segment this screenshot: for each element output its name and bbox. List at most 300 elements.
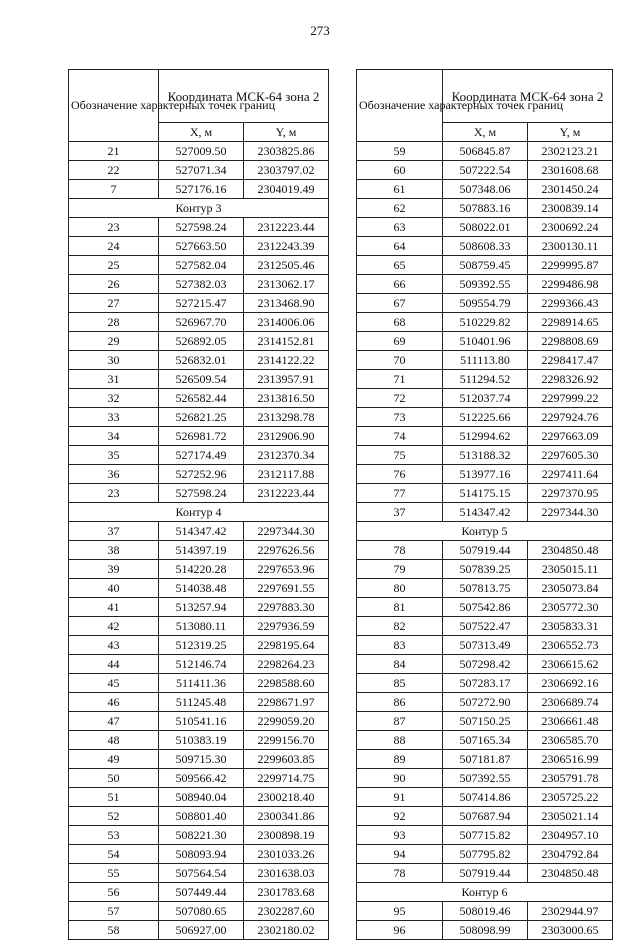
y-coordinate-cell: 2297344.30 [528,503,613,522]
section-row [357,883,613,902]
x-coordinate-cell: 507283.17 [443,674,528,693]
y-coordinate-cell: 2305725.22 [528,788,613,807]
y-coordinate-cell: 2298417.47 [528,351,613,370]
table-row [69,883,329,902]
x-coordinate-cell: 512994.62 [443,427,528,446]
coordinates-table-right [356,69,613,940]
y-coordinate-cell: 2300130.11 [528,237,613,256]
y-coordinate-cell: 2301450.24 [528,180,613,199]
x-coordinate-cell: 508608.33 [443,237,528,256]
table-row [69,522,329,541]
table-row [69,902,329,921]
point-id-cell: 68 [357,313,443,332]
y-coordinate-cell: 2297626.56 [244,541,329,560]
y-coordinate-cell: 2299059.20 [244,712,329,731]
y-coordinate-cell: 2297691.55 [244,579,329,598]
y-coordinate-cell: 2304850.48 [528,541,613,560]
point-id-cell: 22 [69,161,159,180]
table-row [357,256,613,275]
x-coordinate-cell: 510401.96 [443,332,528,351]
table-row [69,636,329,655]
y-coordinate-cell: 2302180.02 [244,921,329,940]
page-number: 273 [310,23,330,38]
header-x: X, м [443,123,528,142]
table-row [69,712,329,731]
y-coordinate-cell: 2312223.44 [244,218,329,237]
y-coordinate-cell: 2312117.88 [244,465,329,484]
y-coordinate-cell: 2300898.19 [244,826,329,845]
point-id-cell: 62 [357,199,443,218]
table-row [69,465,329,484]
point-id-cell: 51 [69,788,159,807]
y-coordinate-cell: 2313468.90 [244,294,329,313]
y-coordinate-cell: 2298195.64 [244,636,329,655]
y-coordinate-cell: 2298914.65 [528,313,613,332]
point-id-cell: 64 [357,237,443,256]
x-coordinate-cell: 509566.42 [159,769,244,788]
table-row [69,313,329,332]
header-point-designation: Обозначение характерных точек границ [69,70,159,142]
table-row [357,712,613,731]
x-coordinate-cell: 507414.86 [443,788,528,807]
table-row [69,389,329,408]
point-id-cell: 56 [69,883,159,902]
x-coordinate-cell: 508221.30 [159,826,244,845]
table-row [69,484,329,503]
table-row [69,921,329,940]
x-coordinate-cell: 514347.42 [159,522,244,541]
point-id-cell: 71 [357,370,443,389]
table-row [69,370,329,389]
table-row [357,484,613,503]
point-id-cell: 29 [69,332,159,351]
point-id-cell: 81 [357,598,443,617]
point-id-cell: 72 [357,389,443,408]
x-coordinate-cell: 513977.16 [443,465,528,484]
y-coordinate-cell: 2301033.26 [244,845,329,864]
y-coordinate-cell: 2313062.17 [244,275,329,294]
section-row [69,503,329,522]
table-row [69,237,329,256]
y-coordinate-cell: 2306552.73 [528,636,613,655]
y-coordinate-cell: 2302944.97 [528,902,613,921]
y-coordinate-cell: 2305015.11 [528,560,613,579]
point-id-cell: 40 [69,579,159,598]
y-coordinate-cell: 2297936.59 [244,617,329,636]
point-id-cell: 59 [357,142,443,161]
point-id-cell: 87 [357,712,443,731]
table-row [69,750,329,769]
x-coordinate-cell: 512146.74 [159,655,244,674]
point-id-cell: 91 [357,788,443,807]
header-y: Y, м [244,123,329,142]
table-row [69,560,329,579]
y-coordinate-cell: 2305073.84 [528,579,613,598]
table-row [69,807,329,826]
y-coordinate-cell: 2301608.68 [528,161,613,180]
point-id-cell: 73 [357,408,443,427]
table-row [357,427,613,446]
table-row [69,180,329,199]
point-id-cell: 25 [69,256,159,275]
y-coordinate-cell: 2312370.34 [244,446,329,465]
y-coordinate-cell: 2305021.14 [528,807,613,826]
y-coordinate-cell: 2306615.62 [528,655,613,674]
y-coordinate-cell: 2312223.44 [244,484,329,503]
y-coordinate-cell: 2297605.30 [528,446,613,465]
point-id-cell: 96 [357,921,443,940]
point-id-cell: 84 [357,655,443,674]
y-coordinate-cell: 2314122.22 [244,351,329,370]
x-coordinate-cell: 527009.50 [159,142,244,161]
table-row [357,560,613,579]
x-coordinate-cell: 510541.16 [159,712,244,731]
x-coordinate-cell: 511113.80 [443,351,528,370]
point-id-cell: 95 [357,902,443,921]
table-row [357,845,613,864]
x-coordinate-cell: 508093.94 [159,845,244,864]
point-id-cell: 89 [357,750,443,769]
point-id-cell: 61 [357,180,443,199]
y-coordinate-cell: 2312505.46 [244,256,329,275]
table-row [69,655,329,674]
x-coordinate-cell: 513188.32 [443,446,528,465]
table-row [69,674,329,693]
x-coordinate-cell: 512225.66 [443,408,528,427]
table-row [69,294,329,313]
table-row [357,313,613,332]
x-coordinate-cell: 514397.19 [159,541,244,560]
point-id-cell: 90 [357,769,443,788]
x-coordinate-cell: 507449.44 [159,883,244,902]
y-coordinate-cell: 2313298.78 [244,408,329,427]
x-coordinate-cell: 527252.96 [159,465,244,484]
point-id-cell: 34 [69,427,159,446]
x-coordinate-cell: 527382.03 [159,275,244,294]
point-id-cell: 92 [357,807,443,826]
y-coordinate-cell: 2305833.31 [528,617,613,636]
point-id-cell: 57 [69,902,159,921]
table-row [357,788,613,807]
table-row [357,902,613,921]
point-id-cell: 39 [69,560,159,579]
point-id-cell: 38 [69,541,159,560]
point-id-cell: 79 [357,560,443,579]
y-coordinate-cell: 2302123.21 [528,142,613,161]
y-coordinate-cell: 2299366.43 [528,294,613,313]
x-coordinate-cell: 507222.54 [443,161,528,180]
y-coordinate-cell: 2306689.74 [528,693,613,712]
point-id-cell: 55 [69,864,159,883]
point-id-cell: 24 [69,237,159,256]
table-body-left [69,142,329,940]
point-id-cell: 28 [69,313,159,332]
table-row [357,598,613,617]
x-coordinate-cell: 511411.36 [159,674,244,693]
point-id-cell: 88 [357,731,443,750]
section-row [357,522,613,541]
y-coordinate-cell: 2303000.65 [528,921,613,940]
x-coordinate-cell: 507392.55 [443,769,528,788]
x-coordinate-cell: 507687.94 [443,807,528,826]
x-coordinate-cell: 509554.79 [443,294,528,313]
x-coordinate-cell: 507313.49 [443,636,528,655]
table-row [357,674,613,693]
table-row [357,218,613,237]
table-row [69,256,329,275]
header-x: X, м [159,123,244,142]
y-coordinate-cell: 2305791.78 [528,769,613,788]
x-coordinate-cell: 507839.25 [443,560,528,579]
table-row [69,446,329,465]
table-row [357,826,613,845]
point-id-cell: 41 [69,598,159,617]
y-coordinate-cell: 2297370.95 [528,484,613,503]
table-row [357,199,613,218]
point-id-cell: 63 [357,218,443,237]
y-coordinate-cell: 2300839.14 [528,199,613,218]
table-row [69,826,329,845]
table-row [357,541,613,560]
point-id-cell: 67 [357,294,443,313]
section-title: Контур 4 [69,503,329,522]
y-coordinate-cell: 2313816.50 [244,389,329,408]
point-id-cell: 66 [357,275,443,294]
y-coordinate-cell: 2298808.69 [528,332,613,351]
table-row [69,541,329,560]
x-coordinate-cell: 507795.82 [443,845,528,864]
table-row [357,921,613,940]
point-id-cell: 76 [357,465,443,484]
point-id-cell: 47 [69,712,159,731]
table-row [69,427,329,446]
point-id-cell: 65 [357,256,443,275]
table-row [357,807,613,826]
table-row [357,750,613,769]
table-row [357,408,613,427]
x-coordinate-cell: 526967.70 [159,313,244,332]
y-coordinate-cell: 2297663.09 [528,427,613,446]
table-row [69,142,329,161]
table-row [357,693,613,712]
x-coordinate-cell: 526582.44 [159,389,244,408]
table-row [69,731,329,750]
x-coordinate-cell: 507522.47 [443,617,528,636]
section-title: Контур 3 [69,199,329,218]
x-coordinate-cell: 510383.19 [159,731,244,750]
y-coordinate-cell: 2297883.30 [244,598,329,617]
point-id-cell: 85 [357,674,443,693]
table-row [357,332,613,351]
y-coordinate-cell: 2306692.16 [528,674,613,693]
point-id-cell: 78 [357,864,443,883]
x-coordinate-cell: 527582.04 [159,256,244,275]
point-id-cell: 80 [357,579,443,598]
point-id-cell: 48 [69,731,159,750]
y-coordinate-cell: 2304019.49 [244,180,329,199]
x-coordinate-cell: 506845.87 [443,142,528,161]
x-coordinate-cell: 527598.24 [159,484,244,503]
table-row [69,864,329,883]
x-coordinate-cell: 507298.42 [443,655,528,674]
point-id-cell: 46 [69,693,159,712]
x-coordinate-cell: 527598.24 [159,218,244,237]
x-coordinate-cell: 507272.90 [443,693,528,712]
table-body-right [357,142,613,940]
x-coordinate-cell: 507919.44 [443,864,528,883]
x-coordinate-cell: 511294.52 [443,370,528,389]
point-id-cell: 37 [69,522,159,541]
point-id-cell: 33 [69,408,159,427]
point-id-cell: 43 [69,636,159,655]
point-id-cell: 52 [69,807,159,826]
x-coordinate-cell: 507181.87 [443,750,528,769]
y-coordinate-cell: 2304792.84 [528,845,613,864]
x-coordinate-cell: 507715.82 [443,826,528,845]
point-id-cell: 31 [69,370,159,389]
point-id-cell: 44 [69,655,159,674]
y-coordinate-cell: 2299714.75 [244,769,329,788]
point-id-cell: 77 [357,484,443,503]
x-coordinate-cell: 527176.16 [159,180,244,199]
x-coordinate-cell: 526981.72 [159,427,244,446]
point-id-cell: 32 [69,389,159,408]
coordinates-table-left [68,69,329,940]
table-row [69,769,329,788]
x-coordinate-cell: 511245.48 [159,693,244,712]
x-coordinate-cell: 510229.82 [443,313,528,332]
x-coordinate-cell: 526821.25 [159,408,244,427]
point-id-cell: 45 [69,674,159,693]
x-coordinate-cell: 526509.54 [159,370,244,389]
y-coordinate-cell: 2299995.87 [528,256,613,275]
y-coordinate-cell: 2301638.03 [244,864,329,883]
y-coordinate-cell: 2299603.85 [244,750,329,769]
point-id-cell: 36 [69,465,159,484]
section-title: Контур 5 [357,522,613,541]
point-id-cell: 21 [69,142,159,161]
x-coordinate-cell: 507813.75 [443,579,528,598]
y-coordinate-cell: 2314152.81 [244,332,329,351]
y-coordinate-cell: 2302287.60 [244,902,329,921]
table-row [69,351,329,370]
table-row [357,294,613,313]
header-point-designation: Обозначение характерных точек границ [357,70,443,142]
y-coordinate-cell: 2298326.92 [528,370,613,389]
x-coordinate-cell: 513080.11 [159,617,244,636]
y-coordinate-cell: 2304957.10 [528,826,613,845]
x-coordinate-cell: 527071.34 [159,161,244,180]
x-coordinate-cell: 509392.55 [443,275,528,294]
x-coordinate-cell: 512037.74 [443,389,528,408]
x-coordinate-cell: 508940.04 [159,788,244,807]
point-id-cell: 82 [357,617,443,636]
y-coordinate-cell: 2297344.30 [244,522,329,541]
point-id-cell: 49 [69,750,159,769]
x-coordinate-cell: 506927.00 [159,921,244,940]
y-coordinate-cell: 2300692.24 [528,218,613,237]
table-row [357,389,613,408]
x-coordinate-cell: 508019.46 [443,902,528,921]
x-coordinate-cell: 508759.45 [443,256,528,275]
y-coordinate-cell: 2299156.70 [244,731,329,750]
y-coordinate-cell: 2297653.96 [244,560,329,579]
point-id-cell: 23 [69,484,159,503]
x-coordinate-cell: 527174.49 [159,446,244,465]
x-coordinate-cell: 507883.16 [443,199,528,218]
table-row [69,598,329,617]
point-id-cell: 27 [69,294,159,313]
point-id-cell: 78 [357,541,443,560]
table-row [357,180,613,199]
table-row [357,655,613,674]
point-id-cell: 26 [69,275,159,294]
table-row [69,788,329,807]
x-coordinate-cell: 514220.28 [159,560,244,579]
point-id-cell: 93 [357,826,443,845]
x-coordinate-cell: 526832.01 [159,351,244,370]
table-row [69,332,329,351]
table-row [357,579,613,598]
header-coordinate-system: Координата МСК-64 зона 2 [159,70,329,123]
y-coordinate-cell: 2300341.86 [244,807,329,826]
y-coordinate-cell: 2313957.91 [244,370,329,389]
point-id-cell: 83 [357,636,443,655]
header-coordinate-system: Координата МСК-64 зона 2 [443,70,613,123]
table-row [357,731,613,750]
y-coordinate-cell: 2306661.48 [528,712,613,731]
y-coordinate-cell: 2312906.90 [244,427,329,446]
y-coordinate-cell: 2301783.68 [244,883,329,902]
table-row [357,351,613,370]
x-coordinate-cell: 508098.99 [443,921,528,940]
y-coordinate-cell: 2299486.98 [528,275,613,294]
table-row [69,408,329,427]
table-row [357,617,613,636]
x-coordinate-cell: 512319.25 [159,636,244,655]
point-id-cell: 50 [69,769,159,788]
table-row [69,218,329,237]
y-coordinate-cell: 2297411.64 [528,465,613,484]
table-row [357,769,613,788]
x-coordinate-cell: 507080.65 [159,902,244,921]
x-coordinate-cell: 514347.42 [443,503,528,522]
point-id-cell: 54 [69,845,159,864]
table-row [357,237,613,256]
table-row [357,465,613,484]
point-id-cell: 7 [69,180,159,199]
x-coordinate-cell: 508022.01 [443,218,528,237]
point-id-cell: 35 [69,446,159,465]
y-coordinate-cell: 2297924.76 [528,408,613,427]
y-coordinate-cell: 2303825.86 [244,142,329,161]
y-coordinate-cell: 2303797.02 [244,161,329,180]
x-coordinate-cell: 527663.50 [159,237,244,256]
table-row [69,617,329,636]
point-id-cell: 58 [69,921,159,940]
y-coordinate-cell: 2300218.40 [244,788,329,807]
x-coordinate-cell: 526892.05 [159,332,244,351]
y-coordinate-cell: 2306516.99 [528,750,613,769]
header-y: Y, м [528,123,613,142]
x-coordinate-cell: 514175.15 [443,484,528,503]
point-id-cell: 74 [357,427,443,446]
table-row [357,864,613,883]
y-coordinate-cell: 2298671.97 [244,693,329,712]
point-id-cell: 94 [357,845,443,864]
section-row [69,199,329,218]
y-coordinate-cell: 2305772.30 [528,598,613,617]
